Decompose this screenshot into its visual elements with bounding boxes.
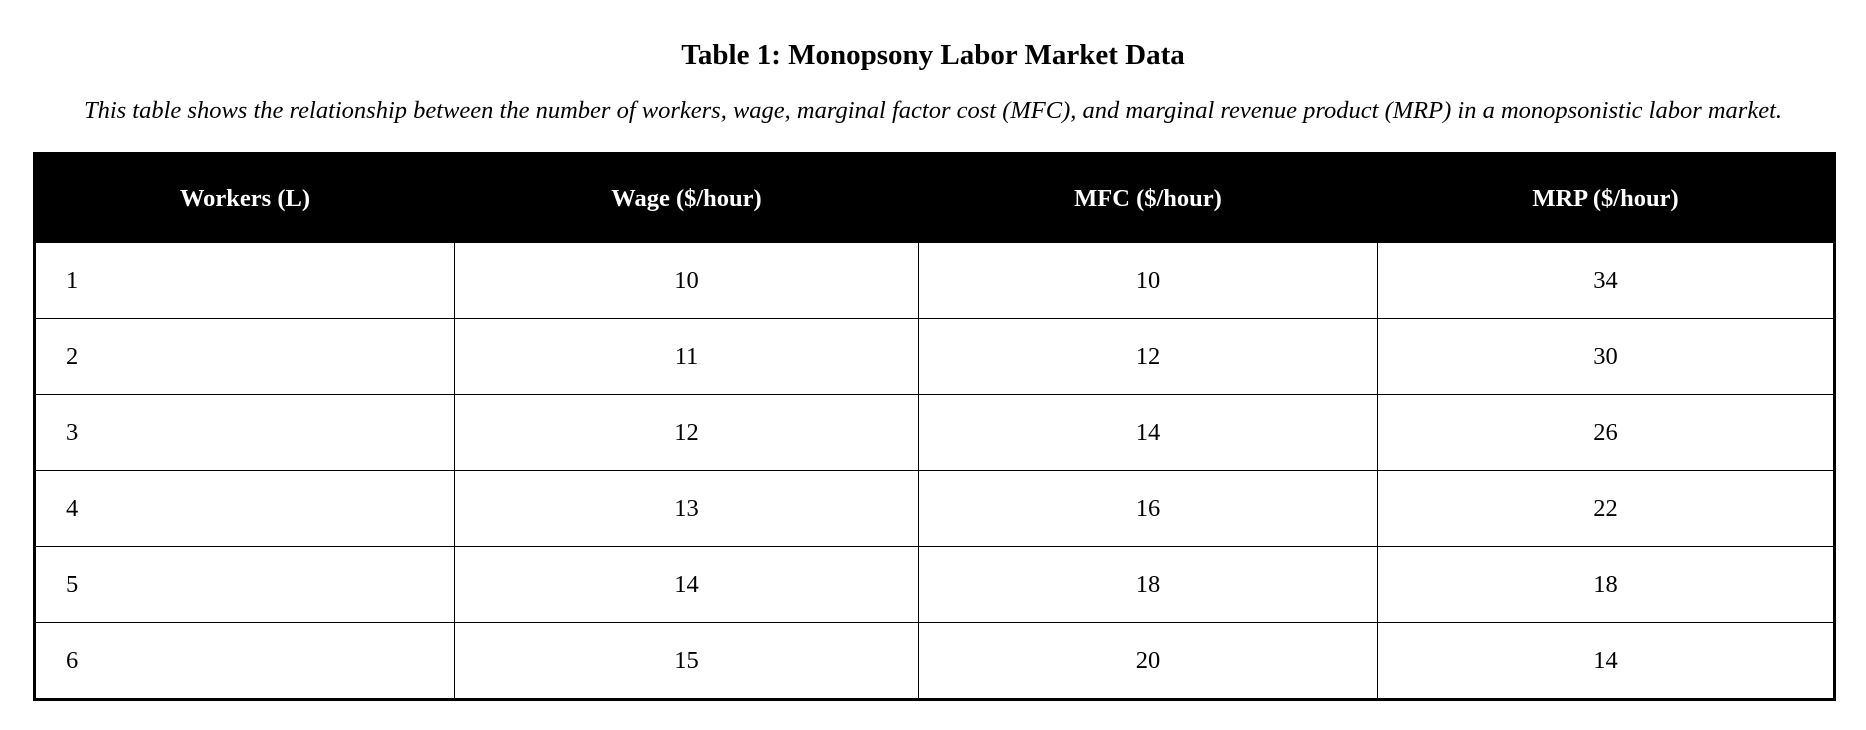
cell-wage: 12 (455, 395, 919, 471)
header-row (35, 154, 1835, 243)
cell-workers: 2 (35, 319, 455, 395)
cell-mfc: 14 (919, 395, 1378, 471)
table-row (35, 623, 1835, 700)
column-header-mrp: MRP ($/hour) (1378, 154, 1835, 243)
cell-mrp: 22 (1378, 471, 1835, 547)
cell-mrp: 30 (1378, 319, 1835, 395)
cell-workers: 3 (35, 395, 455, 471)
table-title: Table 1: Monopsony Labor Market Data (681, 39, 1185, 71)
data-table (33, 152, 1836, 701)
cell-workers: 1 (35, 243, 455, 319)
cell-mfc: 20 (919, 623, 1378, 700)
column-header-wage: Wage ($/hour) (455, 154, 919, 243)
table-row (35, 319, 1835, 395)
cell-workers: 5 (35, 547, 455, 623)
cell-mrp: 26 (1378, 395, 1835, 471)
cell-wage: 10 (455, 243, 919, 319)
column-header-workers: Workers (L) (35, 154, 455, 243)
cell-mfc: 18 (919, 547, 1378, 623)
table-row (35, 547, 1835, 623)
table-row (35, 243, 1835, 319)
cell-mrp: 18 (1378, 547, 1835, 623)
cell-wage: 15 (455, 623, 919, 700)
cell-wage: 11 (455, 319, 919, 395)
cell-mfc: 12 (919, 319, 1378, 395)
table-container (33, 152, 1833, 701)
cell-workers: 4 (35, 471, 455, 547)
cell-mfc: 16 (919, 471, 1378, 547)
table-row (35, 471, 1835, 547)
cell-mrp: 14 (1378, 623, 1835, 700)
table-caption: This table shows the relationship between the number of workers, wage, marginal factor cost (MFC), and marginal revenue product (MRP) in a monopsonistic labor market. (83, 97, 1783, 124)
cell-wage: 13 (455, 471, 919, 547)
document (33, 0, 1833, 674)
cell-mrp: 34 (1378, 243, 1835, 319)
table-row (35, 395, 1835, 471)
cell-wage: 14 (455, 547, 919, 623)
cell-mfc: 10 (919, 243, 1378, 319)
cell-workers: 6 (35, 623, 455, 700)
column-header-mfc: MFC ($/hour) (919, 154, 1378, 243)
